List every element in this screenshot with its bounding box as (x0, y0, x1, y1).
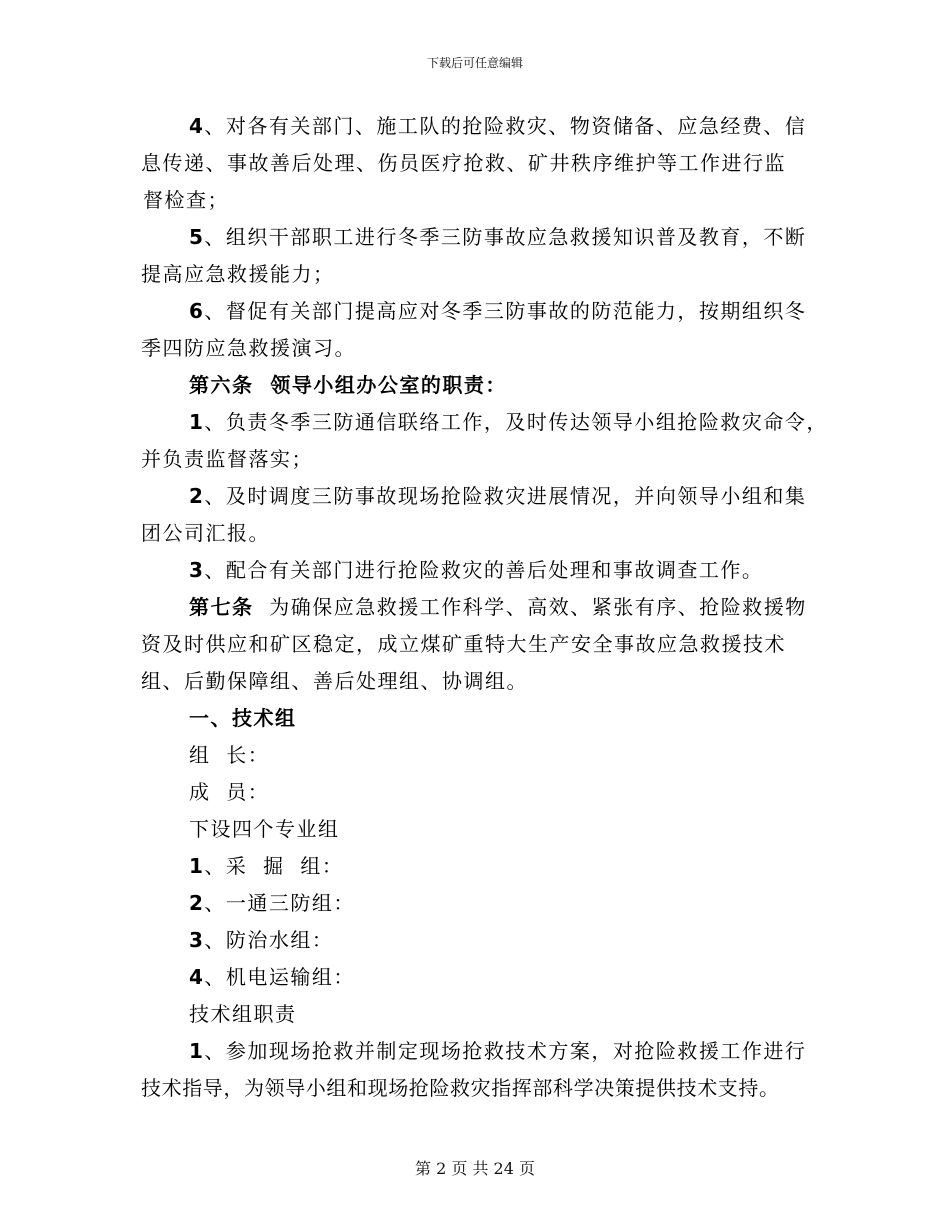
text-line (141, 1070, 821, 1107)
line-text: 并负责监督落实； (141, 447, 313, 471)
item-number: 5 (189, 225, 205, 249)
text-line (141, 737, 821, 774)
text-line (141, 774, 821, 811)
text-line (141, 663, 821, 700)
text-line (141, 256, 821, 293)
text-line (141, 996, 821, 1033)
line-text: 、组织干部职工进行冬季三防事故应急救援知识普及教育，不断 (204, 225, 807, 249)
line-text: 、参加现场抢救并制定现场抢救技术方案，对抢险救援工作进行 (204, 1039, 807, 1063)
item-number: 4 (189, 114, 205, 138)
article-label: 第七条 (189, 595, 254, 619)
text-line (141, 404, 828, 441)
line-text: 、督促有关部门提高应对冬季三防事故的防范能力，按期组织冬 (204, 299, 807, 323)
text-line (141, 108, 821, 145)
line-text: 组 长： (189, 743, 270, 767)
text-line (141, 1033, 821, 1070)
line-text: 、及时调度三防事故现场抢险救灾进展情况，并向领导小组和集 (204, 484, 807, 508)
item-number: 4 (189, 965, 205, 989)
text-line (141, 182, 821, 219)
line-text: 督检查； (143, 188, 229, 212)
text-line (141, 626, 821, 663)
text-line (141, 959, 821, 996)
line-text: 技术组职责 (189, 1002, 297, 1026)
line-text: 第六条 领导小组办公室的职责： (189, 373, 507, 397)
line-text: 技术指导，为领导小组和现场抢险救灾指挥部科学决策提供技术支持。 (141, 1076, 780, 1100)
text-line (141, 589, 821, 626)
item-number: 3 (189, 558, 205, 582)
item-number: 1 (189, 1039, 205, 1063)
text-line (141, 441, 821, 478)
line-text: 、对各有关部门、施工队的抢险救灾、物资储备、应急经费、信 (204, 114, 807, 138)
text-line (141, 885, 821, 922)
text-line (141, 293, 821, 330)
line-text: 、一通三防组： (204, 891, 355, 915)
text-line (141, 145, 821, 182)
item-number: 1 (189, 854, 205, 878)
item-number: 1 (189, 410, 205, 434)
text-line (141, 515, 821, 552)
line-text: 为确保应急救援工作科学、高效、紧张有序、抢险救援物 (253, 595, 807, 619)
item-number: 2 (189, 484, 205, 508)
line-text: 息传递、事故善后处理、伤员医疗抢救、矿井秩序维护等工作进行监 (141, 151, 786, 175)
line-text: 季四防应急救援演习。 (141, 336, 356, 360)
line-text: 提高应急救援能力； (141, 262, 335, 286)
line-text: 一、技术组 (189, 706, 297, 730)
text-line (141, 922, 821, 959)
line-text: 、采 掘 组： (204, 854, 344, 878)
line-text: 团公司汇报。 (141, 521, 270, 545)
document-body (141, 108, 828, 1107)
item-number: 6 (189, 299, 205, 323)
line-text: 、负责冬季三防通信联络工作，及时传达领导小组抢险救灾命令， (204, 410, 828, 434)
text-line (141, 330, 821, 367)
text-line (141, 367, 821, 404)
item-number: 2 (189, 891, 205, 915)
line-text: 成 员： (189, 780, 270, 804)
line-text: 组、后勤保障组、善后处理组、协调组。 (141, 669, 528, 693)
line-text: 、机电运输组： (204, 965, 355, 989)
text-line (141, 552, 821, 589)
item-number: 3 (189, 928, 205, 952)
line-text: 、防治水组： (204, 928, 334, 952)
line-text: 资及时供应和矿区稳定，成立煤矿重特大生产安全事故应急救援技术 (141, 632, 786, 656)
text-line (141, 478, 821, 515)
page-footer: 第 2 页 共 24 页 (415, 1159, 535, 1178)
text-line (141, 700, 821, 737)
page-header: 下载后可任意编辑 (426, 56, 523, 70)
text-line (141, 219, 821, 256)
line-text: 下设四个专业组 (189, 817, 340, 841)
line-text: 、配合有关部门进行抢险救灾的善后处理和事故调查工作。 (204, 558, 764, 582)
text-line (141, 848, 821, 885)
text-line (141, 811, 821, 848)
